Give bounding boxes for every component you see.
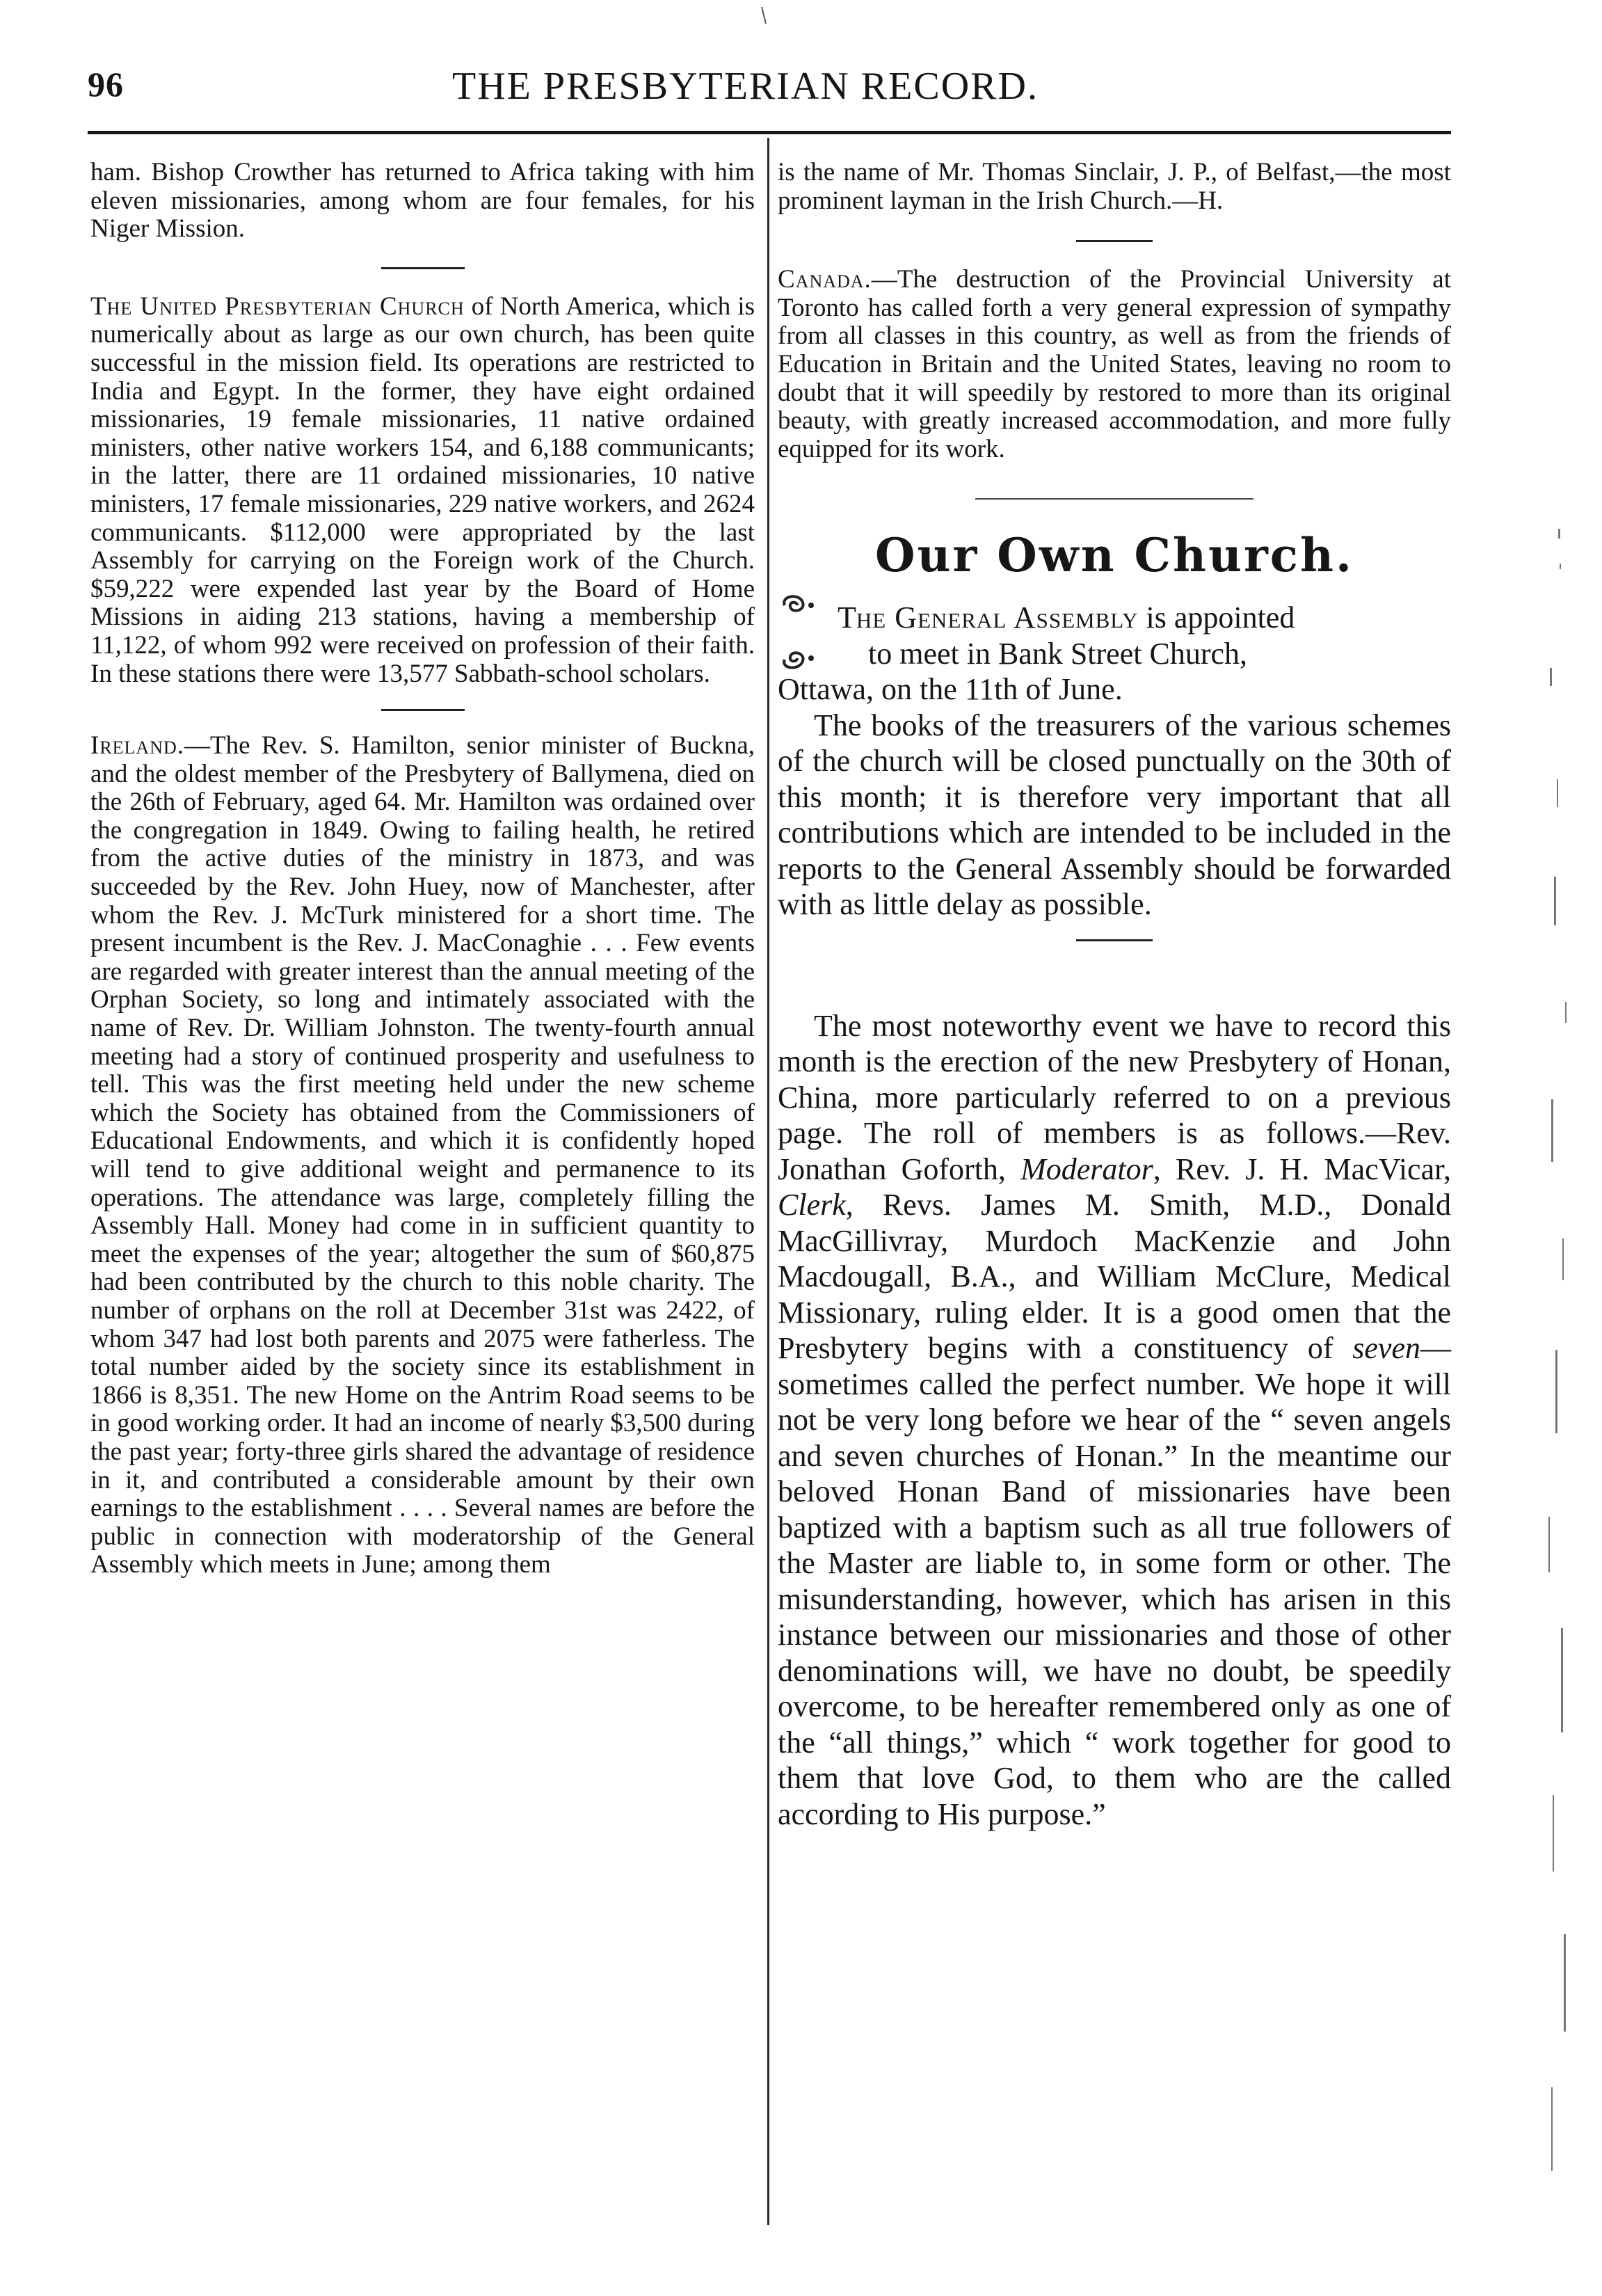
scan-mark bbox=[760, 7, 767, 24]
page-number: 96 bbox=[88, 65, 124, 104]
scan-margin-specks bbox=[1544, 487, 1572, 2226]
honan-text-1: The most noteworthy event we have to record this month is the erection of the new Presbytery of Honan, China, more particularly referred to on a previous page. The roll of members is as follows.—Rev. Jonathan Goforth, bbox=[778, 1008, 1451, 1186]
assembly-line-3: Ottawa, on the 11th of June. bbox=[778, 672, 1123, 707]
section-divider bbox=[1076, 939, 1153, 941]
left-column bbox=[90, 159, 755, 1579]
section-divider bbox=[381, 709, 465, 711]
section-divider bbox=[381, 267, 465, 269]
treasurers-paragraph: The books of the treasurers of the various schemes of the church will be closed punctually on the 30th of this month; it is therefore very important that all contributions which are intended to be included in the reports to the General Assembly should be forwarded with as little delay as possible. bbox=[778, 708, 1451, 922]
running-head: THE PRESBYTERIAN RECORD. bbox=[452, 65, 1039, 108]
section-divider bbox=[975, 498, 1253, 500]
drop-cap: T bbox=[838, 600, 856, 635]
honan-text-3: , Revs. James M. Smith, M.D., Donald MacGillivray, Murdoch MacKenzie and John Macdougall, B.A., and William McClure, Medical Missionary, ruling elder. It is a good omen that the Presbytery begins with a constituency of bbox=[778, 1188, 1451, 1366]
assembly-notice bbox=[778, 600, 1451, 708]
header-rule bbox=[88, 131, 1451, 134]
moderator-title: Moderator bbox=[1020, 1151, 1153, 1186]
ireland-paragraph bbox=[90, 732, 755, 1579]
assembly-line-1-rest: is appointed bbox=[1138, 600, 1295, 635]
ornament-icon bbox=[779, 593, 821, 669]
clerk-title: Clerk bbox=[778, 1188, 846, 1222]
ireland-body: —The Rev. S. Hamilton, senior minister of Buckna, and the oldest member of the Presbytery of Ballymena, died on the 26th of February, aged 64. Mr. Hamilton was ordained over the congregation in 1849. Owing to failing health, he retired from the active duties of the ministry in 1873, and was succeeded by the Rev. John Huey, now of Manchester, after whom the Rev. J. McTurk ministered for a short time. The present incumbent is the Rev. J. MacConaghie . . . Few events are regarded with greater interest than the annual meeting of the Orphan Society, so long and intimately associated with the name of Rev. Dr. William Johnston. The twenty-fourth annual meeting had a story of continued prosperity and usefulness to tell. This was the first meeting held under the new scheme which the Society has obtained from the Commissioners of Educational Endowments, and which it is confidently hoped will tend to give additional weight and permanence to its operations. The attendance was large, completely filling the Assembly Hall. Money had come in in sufficient quantity to meet the expenses of the year; altogether the sum of $60,875 had been contributed by the church to this noble charity. The number of orphans on the roll at December 31st was 2422, of whom 347 had lost both parents and 2075 were fatherless. The total number aided by the society since its establishment in 1866 is 8,351. The new Home on the Antrim Road seems to be in good working order. It had an income of nearly $3,500 during the past year; forty-three girls shared the advantage of residence in it, and contributed a considerable amount by their own earnings to the establishment . . . . Several names are before the public in connection with moderatorship of the General Assembly which meets in June; among them bbox=[90, 731, 755, 1579]
assembly-line-2: to meet in Bank Street Church, bbox=[868, 636, 1247, 671]
right-column bbox=[778, 159, 1451, 1832]
column-divider bbox=[767, 138, 769, 2225]
seven-emphasis: seven bbox=[1352, 1331, 1420, 1366]
ireland-lead: Ireland. bbox=[90, 731, 185, 760]
section-heading: Our Own Church. bbox=[875, 528, 1354, 583]
canada-paragraph bbox=[778, 266, 1451, 463]
honan-text-2: , Rev. J. H. MacVicar, bbox=[1153, 1151, 1451, 1186]
canada-body: —The destruction of the Provincial University at Toronto has called forth a very general expression of sympathy from all classes in this country, as well as from the friends of Education in Britain and the United States, leaving no room to doubt that it will speedily by restored to more than its original beauty, with greatly increased accommodation, and more fully equipped for its work. bbox=[778, 265, 1451, 463]
canada-lead: Canada. bbox=[778, 265, 872, 294]
assembly-line-1 bbox=[778, 600, 1451, 636]
united-presbyterian-body: of North America, which is numerically about as large as our own church, has been quite successful in the mission field. Its operations are restricted to India and Egypt. In the former, they have eight ordained missionaries, 19 female missionaries, 11 native ordained ministers, other native workers 154, and 6,188 communicants; in the latter, there are 11 ordained missionaries, 10 native ministers, 17 female missionaries, 229 native workers, and 2624 communicants. $112,000 were appropriated by the last Assembly for carrying on the Foreign work of the Church. $59,222 were expended last year by the Board of Home Missions in aiding 213 stations, having a membership of 11,122, of whom 992 were received on profession of their faith. In these stations there were 13,577 Sabbath-school scholars. bbox=[90, 292, 755, 688]
assembly-lead: he General Assembly bbox=[856, 600, 1139, 635]
honan-paragraph bbox=[778, 1008, 1451, 1833]
united-presbyterian-paragraph bbox=[90, 293, 755, 688]
united-presbyterian-lead: The United Presbyterian Church bbox=[90, 292, 465, 321]
honan-text-4: —sometimes called the perfect number. We hope it will not be very long before we hear of the “ seven angels and seven churches of Honan.” In the meantime our beloved Honan Band of missionaries have been baptized with a baptism such as all true followers of the Master are liable to, in some form or other. The misunderstanding, however, which has arisen in this instance between our missionaries and those of other denominations will, we have no doubt, be speedily overcome, to be hereafter remembered only as one of the “all things,” which “ work together for good to them that love God, to them who are the called according to His purpose.” bbox=[778, 1331, 1451, 1831]
section-divider bbox=[1076, 240, 1153, 242]
crowther-paragraph: ham. Bishop Crowther has returned to Africa taking with him eleven missionaries, among whom are four females, for his Niger Mission. bbox=[90, 158, 755, 244]
sinclair-paragraph: is the name of Mr. Thomas Sinclair, J. P., of Belfast,—the most prominent layman in the Irish Church.—H. bbox=[778, 158, 1451, 215]
